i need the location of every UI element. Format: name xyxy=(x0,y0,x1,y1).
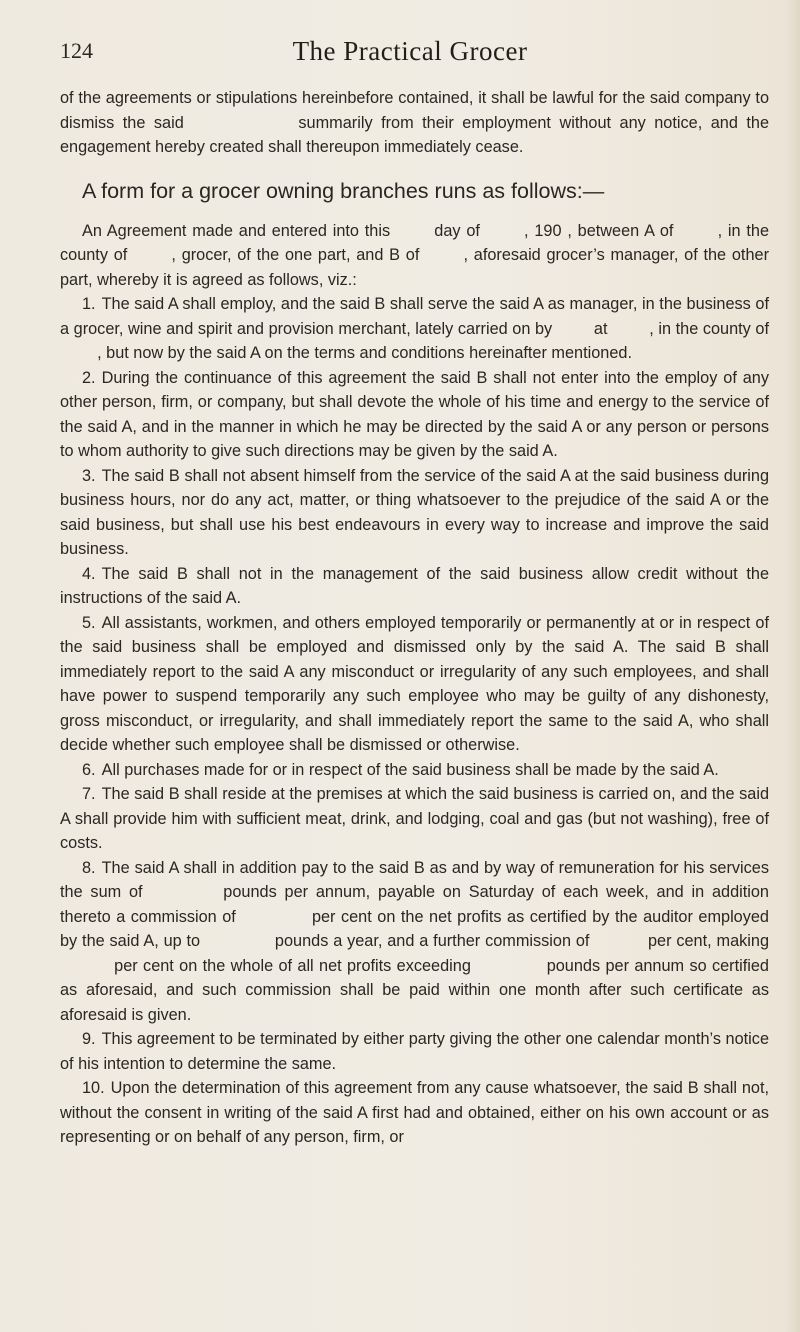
clause-1 xyxy=(60,292,769,366)
running-header xyxy=(60,36,760,76)
clause-number: 9. xyxy=(82,1030,96,1048)
clause-number: 4. xyxy=(82,564,96,583)
clause-text: During the continuance of this agreement the said B shall not enter into the employ of any other person, firm, or company, but shall devote the whole of his time and energy to the service of the said A, and in the manner in which he may be directed by the said A or any person or persons to whom authority to give such directions may be given by the said A. xyxy=(60,368,769,460)
clause-text: The said A shall in addition pay to the said B as and by way of remuneration for his services the sum of pounds per annum, payable on Saturday of each week, and in addition thereto a commission of per cent on the net profits as certified by the auditor employed by the said A, up to pounds a year, and a further commission of per cent, making per cent on the whole of all net profits exceeding pounds per annum so certified as aforesaid, and such commission shall be paid within one month after such certificate as aforesaid is given. xyxy=(60,858,769,1024)
clause-4 xyxy=(60,562,769,611)
clause-text: The said A shall employ, and the said B shall serve the said A as manager, in the business of a grocer, wine and spirit and provision merchant, lately carried on by at , in the county of , but now by the said A on the terms and conditions hereinafter mentioned. xyxy=(60,295,769,362)
clause-text: The said B shall not in the management of the said business allow credit without the instructions of the said A. xyxy=(60,564,769,607)
clause-8 xyxy=(60,856,769,1028)
clause-3 xyxy=(60,464,769,562)
clause-number: 2. xyxy=(82,368,96,387)
clause-number: 6. xyxy=(82,760,96,779)
clause-text: Upon the determination of this agreement from any cause whatsoever, the said B shall not, without the consent in writing of the said A first had and obtained, either on his own account or as representing or on behalf of any person, firm, or xyxy=(60,1079,769,1146)
page-edge-shading xyxy=(786,0,800,1332)
clause-7 xyxy=(60,782,769,856)
clause-number: 10. xyxy=(82,1079,105,1097)
page-title: The Practical Grocer xyxy=(292,36,528,66)
body-text xyxy=(60,86,769,1150)
section-subheading: A form for a grocer owning branches runs as follows:— xyxy=(82,178,605,203)
page-number: 124 xyxy=(60,38,93,63)
clause-number: 3. xyxy=(82,466,96,485)
clause-text: All purchases made for or in respect of the said business shall be made by the said A. xyxy=(101,760,719,779)
intro-paragraph: of the agreements or stipulations hereinbefore contained, it shall be lawful for the said company to dismiss the said summarily from their employment without any notice, and the engagement hereby created shall thereupon immediately cease. xyxy=(60,89,769,156)
clause-9 xyxy=(60,1027,769,1076)
clause-text: The said B shall reside at the premises at which the said business is carried on, and the said A shall provide him with sufficient meat, drink, and lodging, coal and gas (but not washing), free of costs. xyxy=(60,785,769,852)
clause-2 xyxy=(60,366,769,464)
clause-10 xyxy=(60,1076,769,1150)
clause-text: The said B shall not absent himself from the service of the said A at the said business during business hours, nor do any act, matter, or thing whatsoever to the prejudice of the said A or the said business, but shall use his best endeavours in every way to increase and improve the said business. xyxy=(60,466,769,558)
clause-number: 5. xyxy=(82,613,96,632)
clause-6 xyxy=(60,758,769,783)
clause-5 xyxy=(60,611,769,758)
clause-number: 7. xyxy=(82,785,96,803)
clause-number: 1. xyxy=(82,295,96,313)
clause-text: This agreement to be terminated by either party giving the other one calendar month’s notice of his intention to determine the same. xyxy=(60,1030,769,1073)
clause-number: 8. xyxy=(82,858,96,877)
agreement-preamble: An Agreement made and entered into this day of , 190 , between A of , in the county of , grocer, of the one part, and B of , aforesaid grocer’s manager, of the other part, whereby it is agreed as follows, viz.: xyxy=(60,221,769,289)
clause-text: All assistants, workmen, and others employed temporarily or permanently at or in respect of the said business shall be employed and dismissed only by the said A. The said B shall immediately report to the said A any misconduct or irregularity of any such employees, and shall have power to suspend temporarily any such employee who may be guilty of any dishonesty, gross misconduct, or irregularity, and shall immediately report the same to the said A, who shall decide whether such employee shall be dismissed or otherwise. xyxy=(60,613,769,754)
